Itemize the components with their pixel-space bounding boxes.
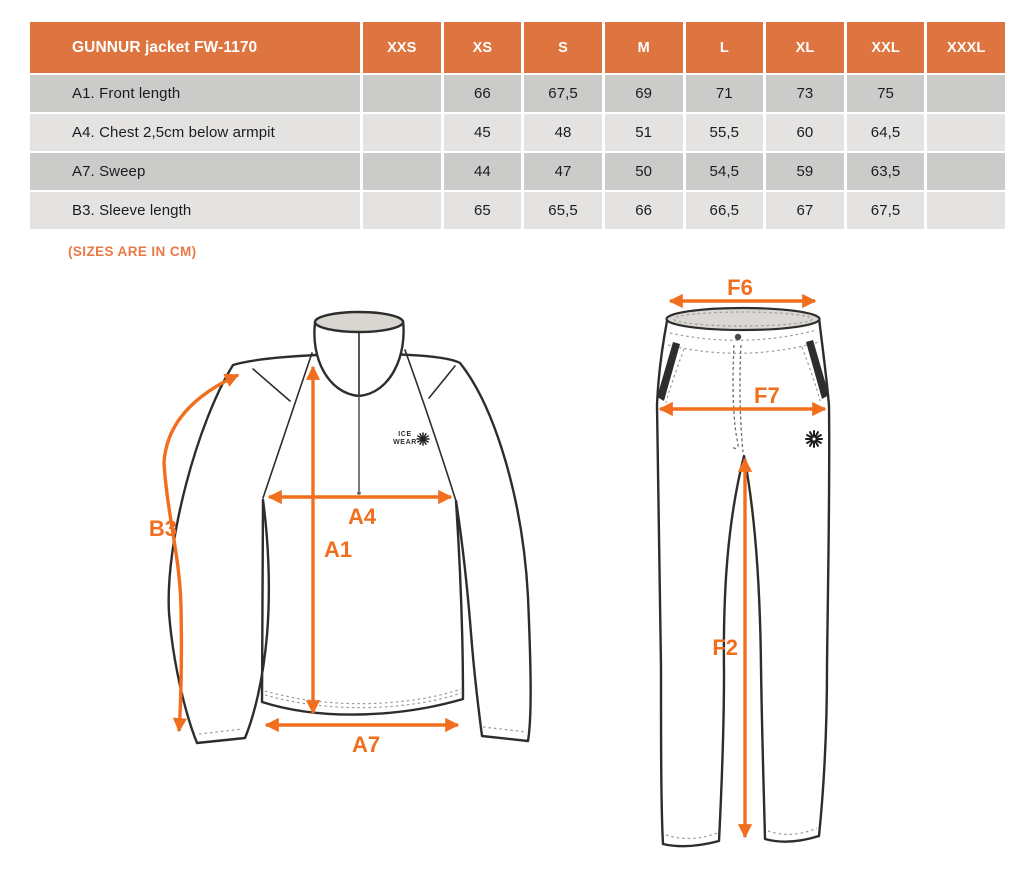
b3-label: B3	[148, 516, 177, 541]
f7-label: F7	[754, 383, 780, 408]
table-cell: 45	[444, 114, 522, 151]
table-cell: 44	[444, 153, 522, 190]
table-cell: 66	[605, 192, 683, 229]
table-cell: 69	[605, 75, 683, 112]
jacket-diagram	[135, 295, 575, 775]
logo-text-wear: WEAR	[393, 439, 417, 446]
row-label-front-length: A1. Front length	[30, 75, 360, 112]
table-cell: 66	[444, 75, 522, 112]
table-cell: 75	[847, 75, 925, 112]
zipper-pull	[357, 491, 361, 495]
size-col-xxs: XXS	[363, 22, 441, 73]
table-cell	[927, 192, 1005, 229]
sizes-note: (SIZES ARE IN CM)	[68, 244, 197, 259]
table-cell	[363, 192, 441, 229]
table-cell: 59	[766, 153, 844, 190]
table-cell: 63,5	[847, 153, 925, 190]
table-cell: 65	[444, 192, 522, 229]
table-cell	[363, 153, 441, 190]
collar-inner	[315, 312, 403, 332]
table-cell: 60	[766, 114, 844, 151]
table-cell: 54,5	[686, 153, 764, 190]
table-cell: 50	[605, 153, 683, 190]
row-label-sleeve-length: B3. Sleeve length	[30, 192, 360, 229]
table-title: GUNNUR jacket FW-1170	[30, 22, 360, 73]
size-col-xl: XL	[766, 22, 844, 73]
table-cell: 55,5	[686, 114, 764, 151]
pants-body-outline	[657, 311, 829, 846]
size-col-xxl: XXL	[847, 22, 925, 73]
f2-label: F2	[712, 635, 738, 660]
table-cell: 73	[766, 75, 844, 112]
table-cell	[927, 114, 1005, 151]
size-col-l: L	[686, 22, 764, 73]
size-col-xxxl: XXXL	[927, 22, 1005, 73]
size-col-s: S	[524, 22, 602, 73]
table-cell: 48	[524, 114, 602, 151]
table-cell: 47	[524, 153, 602, 190]
a1-label: A1	[324, 537, 353, 562]
table-cell	[363, 114, 441, 151]
logo-text-ice: ICE	[398, 431, 412, 438]
table-cell	[363, 75, 441, 112]
table-cell: 67,5	[524, 75, 602, 112]
size-chart-table	[30, 22, 1005, 229]
table-cell: 51	[605, 114, 683, 151]
size-col-m: M	[605, 22, 683, 73]
table-cell: 71	[686, 75, 764, 112]
table-cell: 66,5	[686, 192, 764, 229]
size-col-xs: XS	[444, 22, 522, 73]
a4-label: A4	[347, 504, 377, 529]
table-cell: 67	[766, 192, 844, 229]
table-cell: 65,5	[524, 192, 602, 229]
a7-label: A7	[351, 732, 381, 757]
pants-diagram	[620, 275, 880, 875]
table-cell: 64,5	[847, 114, 925, 151]
table-cell: 67,5	[847, 192, 925, 229]
row-label-sweep: A7. Sweep	[30, 153, 360, 190]
waist-button	[735, 334, 741, 340]
row-label-chest: A4. Chest 2,5cm below armpit	[30, 114, 360, 151]
f6-label: F6	[727, 275, 753, 300]
table-cell	[927, 75, 1005, 112]
table-cell	[927, 153, 1005, 190]
waistband	[667, 308, 820, 330]
icewear-logo	[393, 431, 429, 446]
